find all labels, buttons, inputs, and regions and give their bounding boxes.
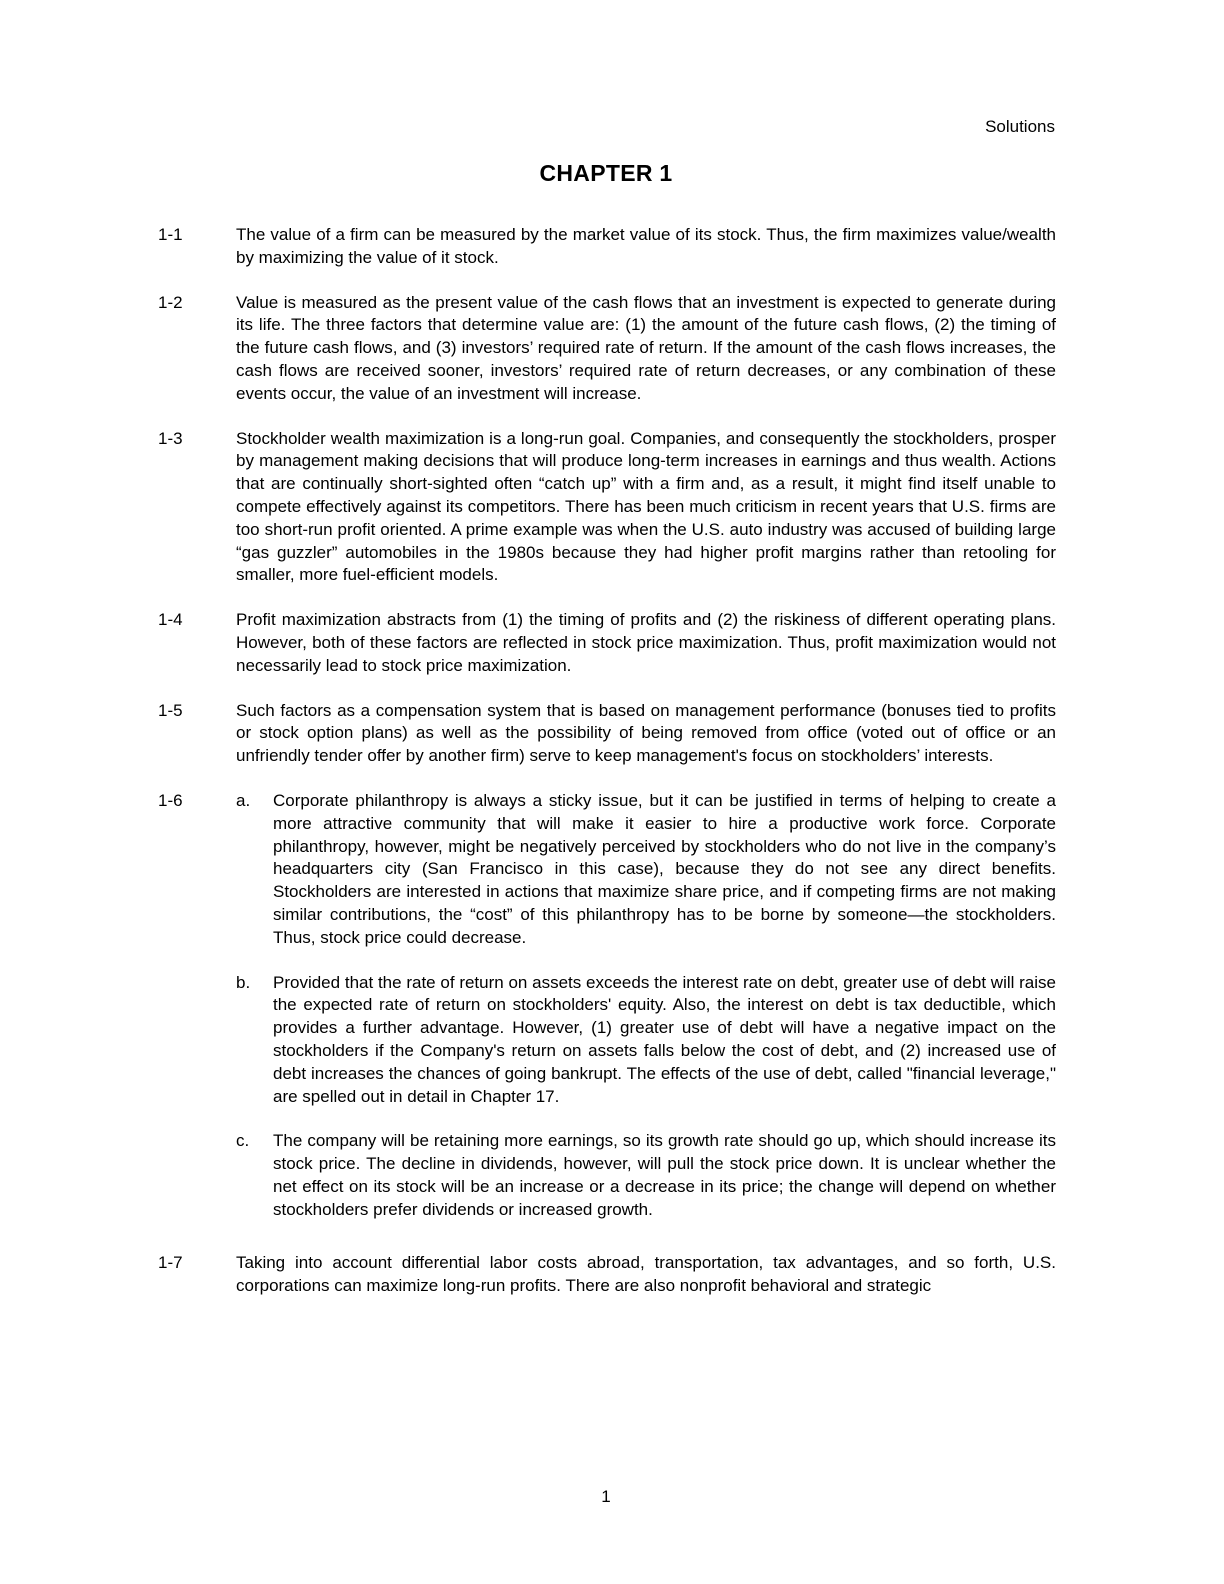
solution-item [158, 609, 1056, 677]
solution-item [158, 292, 1056, 406]
page-number: 1 [601, 1487, 611, 1506]
solutions-body [158, 224, 1056, 1320]
item-number: 1-7 [158, 1253, 183, 1273]
item-number: 1-5 [158, 700, 183, 720]
item-text: Stockholder wealth maximization is a long-run goal. Companies, and consequently the stockholders, prosper by management making decisions that will produce long-term increases in earnings and thus wealth. Actions that are continually short-sighted often “catch up” with a firm and, as a result, it might find itself unable to compete effectively against its competitors. There has been much criticism in recent years that U.S. firms are too short-run profit oriented. A prime example was when the U.S. auto industry was accused of building large “gas guzzler” automobiles in the 1980s because they had higher profit margins rather than retooling for smaller, more fuel-efficient models. [236, 428, 1056, 585]
subitem [236, 790, 1056, 950]
item-number: 1-4 [158, 610, 183, 630]
subitem-text: The company will be retaining more earnings, so its growth rate should go up, which should increase its stock price. The decline in dividends, however, will pull the stock price down. It is unclear whether the net effect on its stock will be an increase or a decrease in its price; the change will depend on whether stockholders prefer dividends or increased growth. [273, 1131, 1056, 1219]
item-text: Profit maximization abstracts from (1) the timing of profits and (2) the riskiness of different operating plans. However, both of these factors are reflected in stock price maximization. Thus, profit maximization would not necessarily lead to stock price maximization. [236, 610, 1056, 675]
solution-item [158, 700, 1056, 768]
subitem-text: Provided that the rate of return on assets exceeds the interest rate on debt, greater use of debt will raise the expected rate of return on stockholders' equity. Also, the interest on debt is tax deductible, which provides a further advantage. However, (1) greater use of debt will have a negative impact on the stockholders if the Company's return on assets falls below the cost of debt, and (2) increased use of debt increases the chances of going bankrupt. The effects of the use of debt, called "financial leverage," are spelled out in detail in Chapter 17. [273, 972, 1056, 1106]
solution-item [158, 428, 1056, 588]
solution-item [158, 224, 1056, 270]
subitem [236, 1130, 1056, 1221]
item-text: The value of a firm can be measured by the market value of its stock. Thus, the firm maximizes value/wealth by maximizing the value of it stock. [236, 225, 1056, 267]
solution-item [158, 1252, 1056, 1298]
item-number: 1-3 [158, 428, 183, 448]
subitem [236, 972, 1056, 1109]
chapter-title: CHAPTER 1 [539, 160, 673, 186]
solution-item [158, 790, 1056, 1222]
subitem-text: Corporate philanthropy is always a sticky issue, but it can be justified in terms of helping to create a more attractive community that will make it easier to hire a productive work force. Corporate philanthropy, however, might be negatively perceived by stockholders who do not live in the company’s headquarters city (San Francisco in this case), because they do not see any direct benefits. Stockholders are interested in actions that maximize share price, and if competing firms are not making similar contributions, the “cost” of this philanthropy has to be borne by someone—the stockholders. Thus, stock price could decrease. [273, 790, 1056, 947]
subitem-letter: a. [236, 790, 251, 810]
item-number: 1-2 [158, 292, 183, 312]
item-text: Such factors as a compensation system that is based on management performance (bonuses tied to profits or stock option plans) as well as the possibility of being removed from office (voted out of office or an unfriendly tender offer by another firm) serve to keep management's focus on stockholders’ interests. [236, 700, 1056, 766]
subitem-letter: b. [236, 972, 251, 992]
item-number: 1-1 [158, 225, 183, 244]
item-number: 1-6 [158, 790, 183, 810]
subitem-list [236, 790, 1056, 1222]
subitem-letter: c. [236, 1131, 250, 1151]
item-text: Taking into account differential labor costs abroad, transportation, tax advantages, and so forth, U.S. corporations can maximize long-run profits. There are also nonprofit behavioral and strategic [236, 1253, 1056, 1296]
item-text: Value is measured as the present value of the cash flows that an investment is expected to generate during its life. The three factors that determine value are: (1) the amount of the future cash flows, (2) the timing of the future cash flows, and (3) investors’ required rate of return. If the amount of the cash flows increases, the cash flows are received sooner, investors’ required rate of return decreases, or any combination of these events occur, the value of an investment will increase. [236, 292, 1056, 403]
running-header: Solutions [985, 117, 1055, 136]
